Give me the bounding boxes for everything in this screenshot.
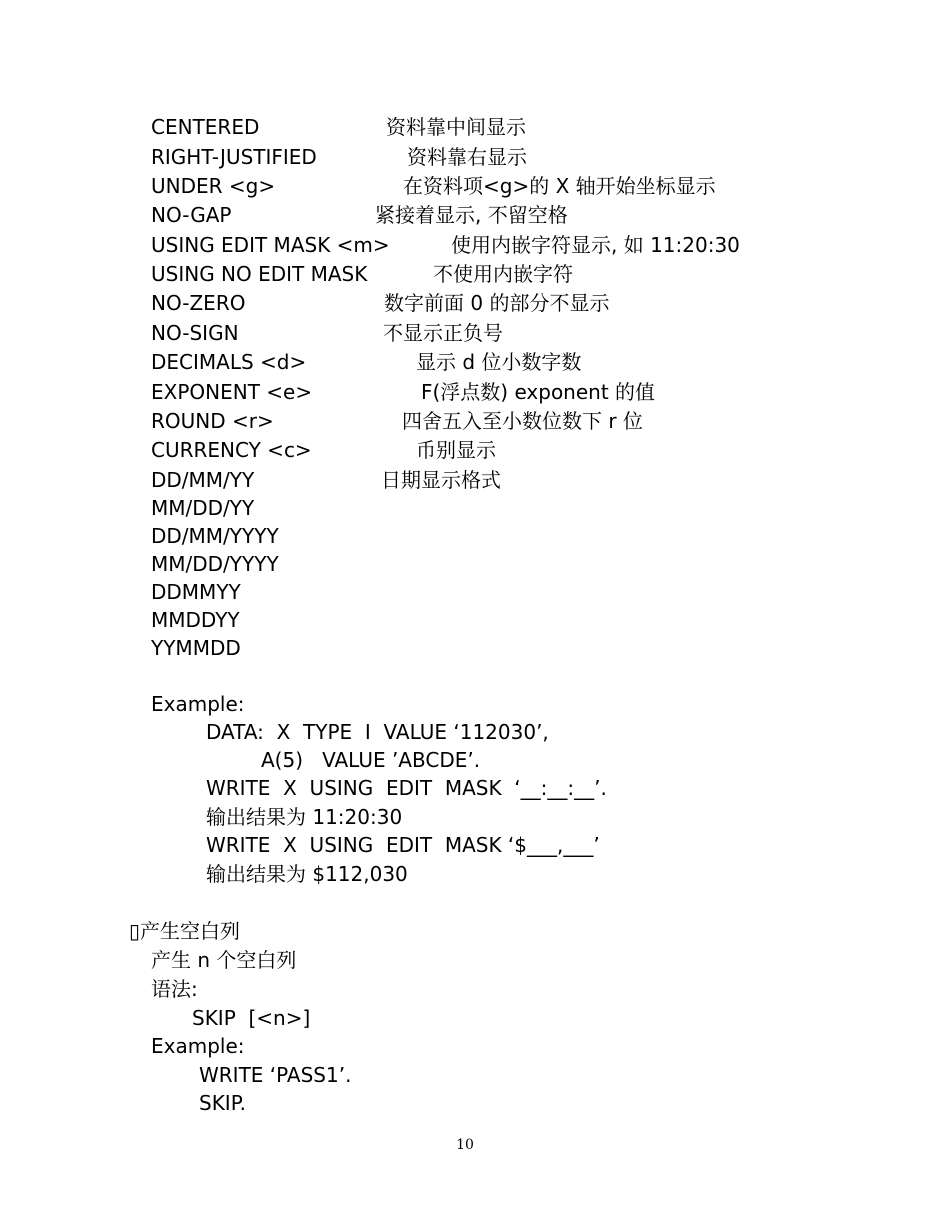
date-format: YYMMDD [151,636,241,660]
output-line: 输出结果为 $112,030 [206,862,408,886]
section-title: 产生空白列 [140,919,241,943]
code-line: A(5) VALUE ’ABCDE’. [261,748,481,772]
date-format: DD/MM/YYYY [151,524,279,548]
option-name: USING NO EDIT MASK [151,262,368,286]
option-name: ROUND <r> [151,409,274,433]
code-line: WRITE ‘PASS1’. [199,1063,352,1087]
option-desc: 在资料项<g>的 X 轴开始坐标显示 [403,174,716,198]
option-desc: 使用内嵌字符显示, 如 11:20:30 [451,233,740,257]
option-desc: 资料靠中间显示 [386,115,526,139]
date-format: MMDDYY [151,608,240,632]
option-desc: 不使用内嵌字符 [433,262,573,286]
option-name: RIGHT-JUSTIFIED [151,145,317,169]
option-name: USING EDIT MASK <m> [151,233,390,257]
option-name: EXPONENT <e> [151,380,313,404]
code-line: WRITE X USING EDIT MASK ‘__:__:__’. [206,776,607,800]
option-desc: 日期显示格式 [381,468,501,492]
option-name: CURRENCY <c> [151,438,312,462]
option-desc: 数字前面 0 的部分不显示 [384,291,610,315]
option-desc: 币别显示 [416,438,496,462]
example-label: Example: [151,692,245,716]
option-desc: 紧接着显示, 不留空格 [375,203,568,227]
option-desc: 四舍五入至小数位数下 r 位 [402,409,643,433]
code-line: DATA: X TYPE I VALUE ‘112030’, [206,720,549,744]
option-desc: 不显示正负号 [383,321,503,345]
section-heading [129,918,240,944]
option-name: NO-SIGN [151,321,239,345]
date-format: MM/DD/YY [151,496,255,520]
option-desc: 资料靠右显示 [407,145,527,169]
code-line: WRITE X USING EDIT MASK ‘$___,___’ [206,833,600,857]
syntax-line: SKIP [<n>] [192,1006,311,1030]
option-desc: F(浮点数) exponent 的值 [421,380,656,404]
example-label: Example: [151,1034,245,1058]
option-name: UNDER <g> [151,174,276,198]
option-name: NO-ZERO [151,291,246,315]
option-name: DECIMALS <d> [151,350,307,374]
date-format: DDMMYY [151,580,241,604]
syntax-label: 语法: [151,977,198,1001]
option-desc: 显示 d 位小数字数 [416,350,582,374]
code-line: SKIP. [199,1091,247,1115]
option-name: CENTERED [151,115,260,139]
section-desc: 产生 n 个空白列 [151,948,297,972]
page-number: 10 [456,1137,474,1153]
date-format: MM/DD/YYYY [151,552,279,576]
option-name: NO-GAP [151,203,232,227]
bullet-icon: ▯ [129,919,141,943]
output-line: 输出结果为 11:20:30 [206,805,403,829]
option-name: DD/MM/YY [151,468,255,492]
